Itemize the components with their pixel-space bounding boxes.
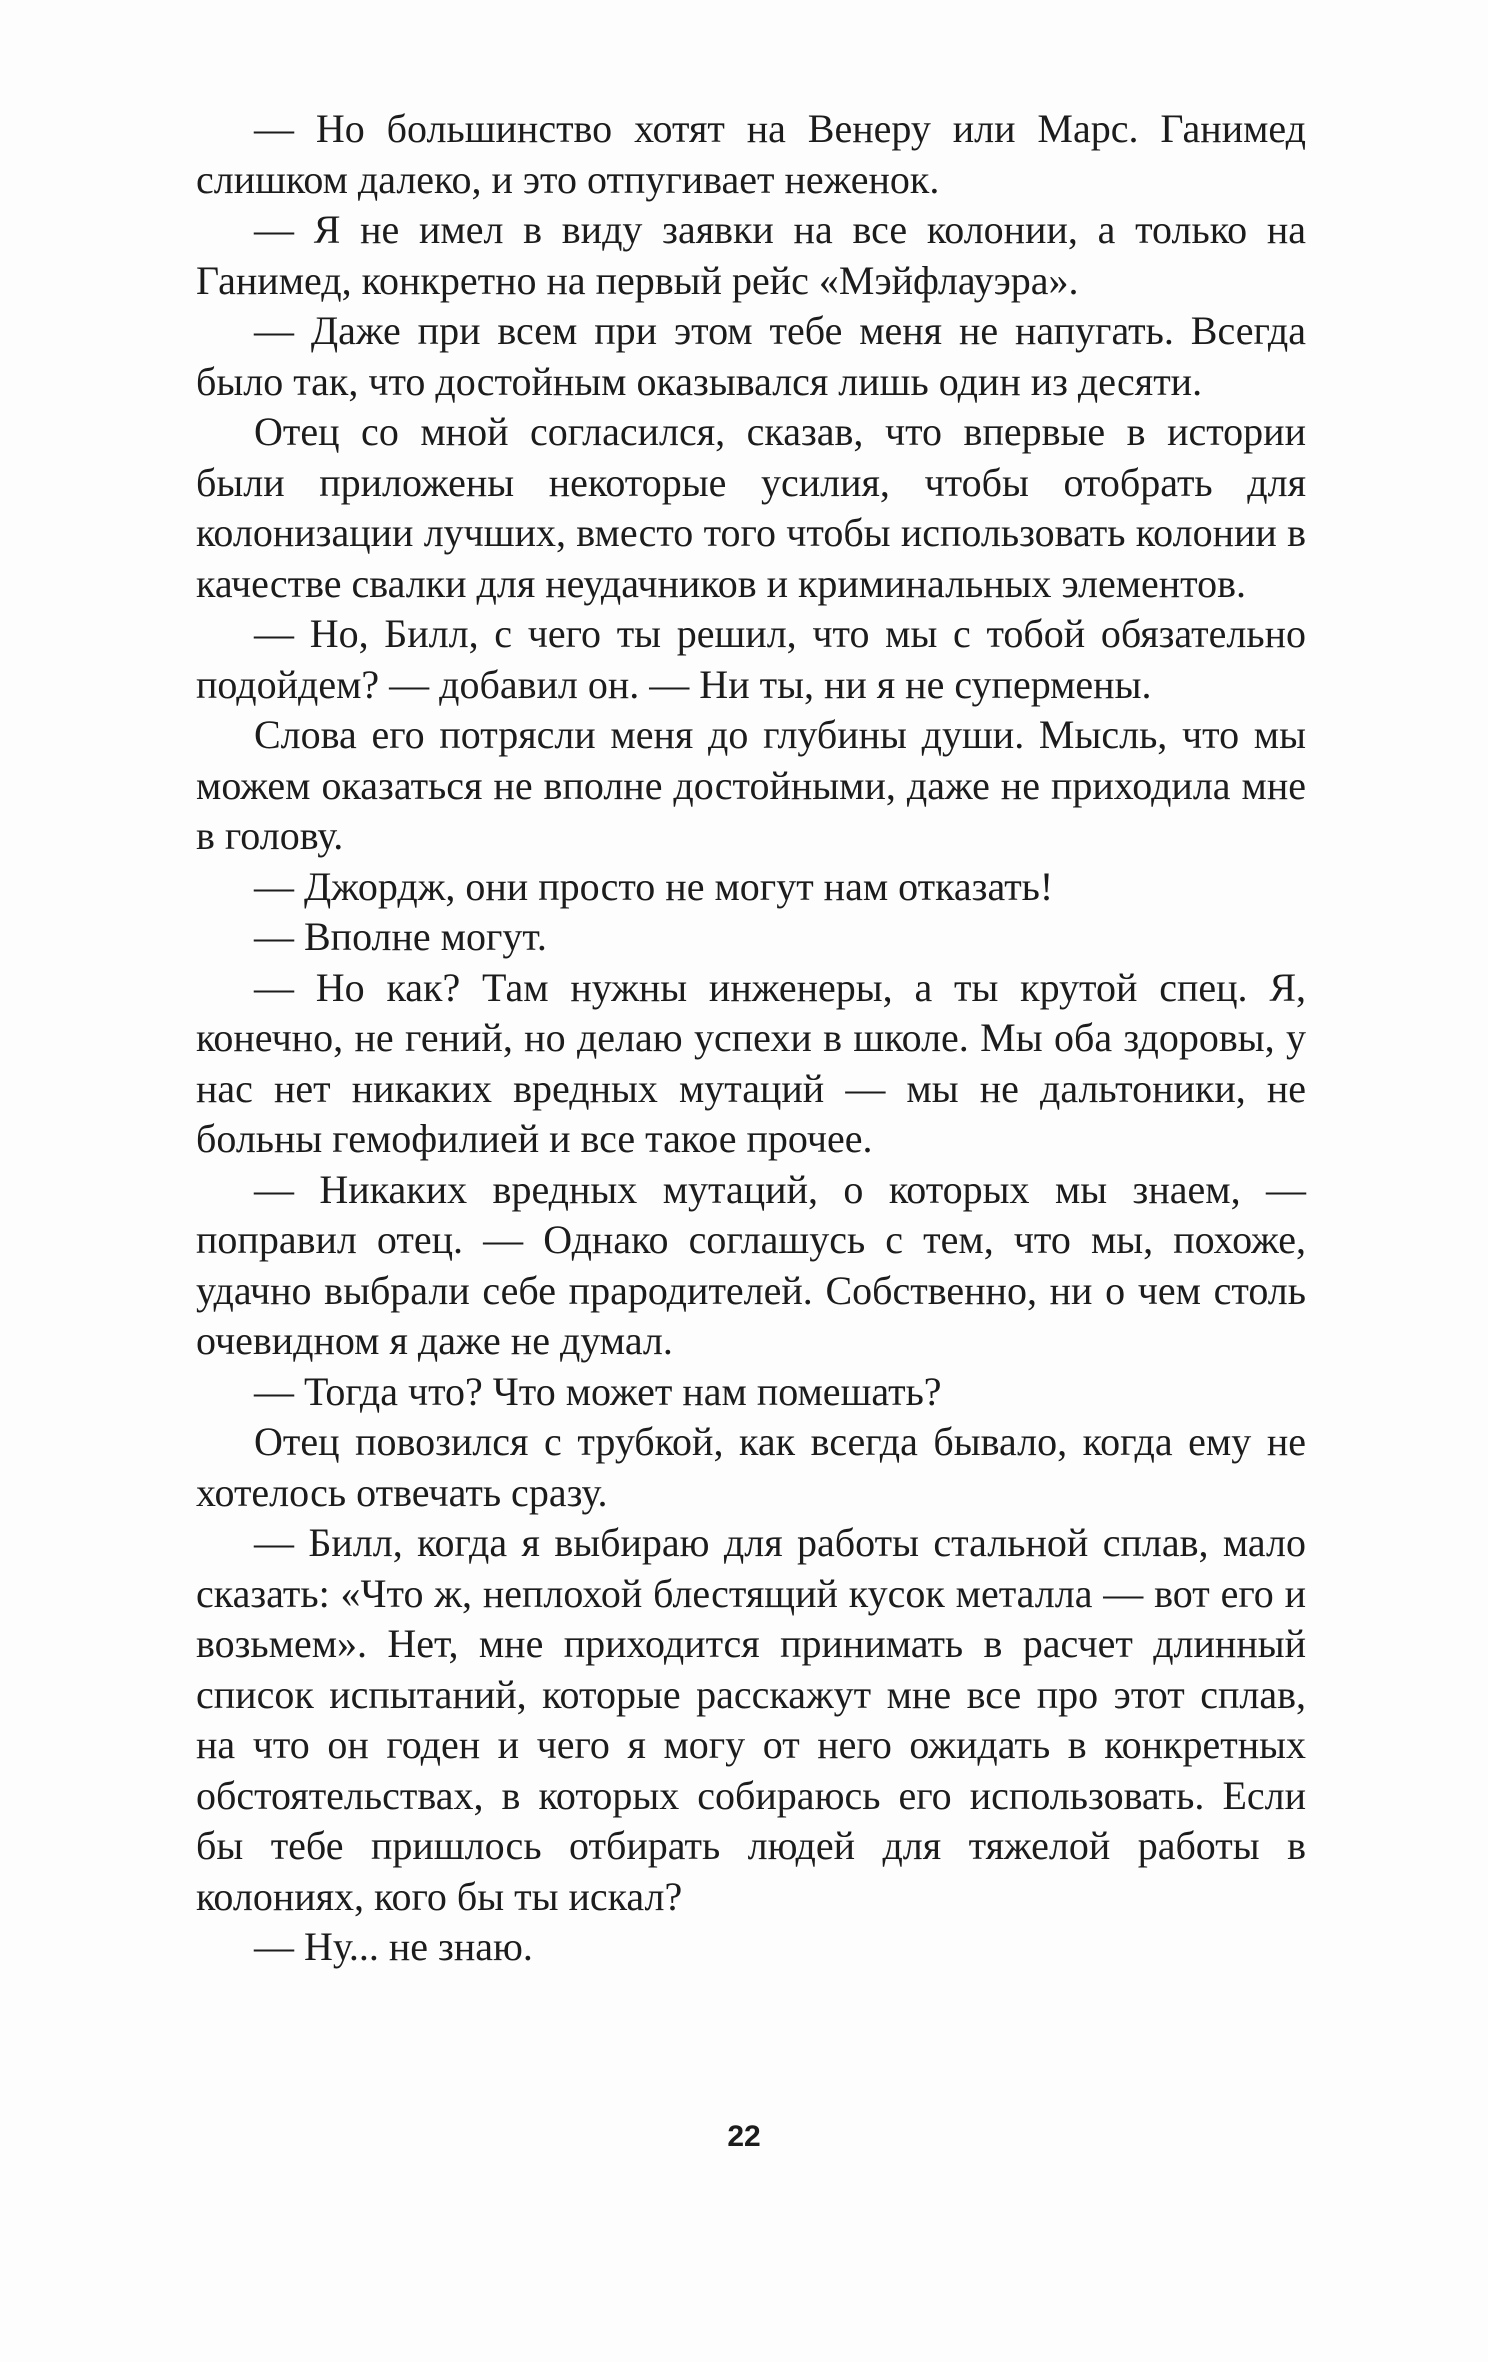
paragraph-7: — Джордж, они просто не могут нам отказать! [254,863,1054,909]
paragraph-3: — Даже при всем при этом тебе меня не напугать. Всегда было так, что достойным оказывался лишь один из десяти. [196,308,1306,404]
paragraph-2: — Я не имел в виду заявки на все колонии, а только на Ганимед, конкретно на первый рейс «Мэйфлауэра». [196,207,1306,303]
paragraph-1: — Но большинство хотят на Венеру или Марс. Ганимед слишком далеко, и это отпугивает неженок. [196,106,1306,202]
paragraph-8: — Вполне могут. [254,914,547,959]
page-number: 22 [727,2120,761,2153]
paragraph-5: — Но, Билл, с чего ты решил, что мы с тобой обязательно подойдем? — добавил он. — Ни ты, ни я не супермены. [196,611,1306,707]
paragraph-4: Отец со мной согласился, сказав, что впервые в истории были приложены некоторые усилия, чтобы отобрать для колонизации лучших, вместо того чтобы использовать колонии в качестве свалки для неудачников и криминальных элементов. [196,409,1306,606]
body-text [196,104,1306,1973]
paragraph-10: — Никаких вредных мутаций, о которых мы знаем, — поправил отец. — Однако соглашусь с тем, что мы, похоже, удачно выбрали себе прародителей. Собственно, ни о чем столь очевидном я даже не думал. [196,1166,1306,1363]
paragraph-9: — Но как? Там нужны инженеры, а ты крутой спец. Я, конечно, не гений, но делаю успехи в школе. Мы оба здоровы, у нас нет никаких вредных мутаций — мы не дальтоники, не больны гемофилией и все такое прочее. [196,964,1306,1161]
paragraph-14: — Ну... не знаю. [254,1924,533,1969]
paragraph-13: — Билл, когда я выбираю для работы стальной сплав, мало сказать: «Что ж, неплохой блестящий кусок металла — вот его и возьмем». Нет, мне приходится принимать в расчет длинный список испытаний, которые расскажут мне все про этот сплав, на что он годен и чего я могу от него ожидать в конкретных обстоятельствах, в которых собираюсь его использовать. Если бы тебе пришлось отбирать людей для тяжелой работы в колониях, кого бы ты искал? [196,1520,1306,1919]
paragraph-6: Слова его потрясли меня до глубины души. Мысль, что мы можем оказаться не вполне достойными, даже не приходила мне в голову. [196,712,1306,858]
paragraph-12: Отец повозился с трубкой, как всегда бывало, когда ему не хотелось отвечать сразу. [196,1419,1306,1515]
paragraph-11: — Тогда что? Что может нам помешать? [254,1368,942,1414]
